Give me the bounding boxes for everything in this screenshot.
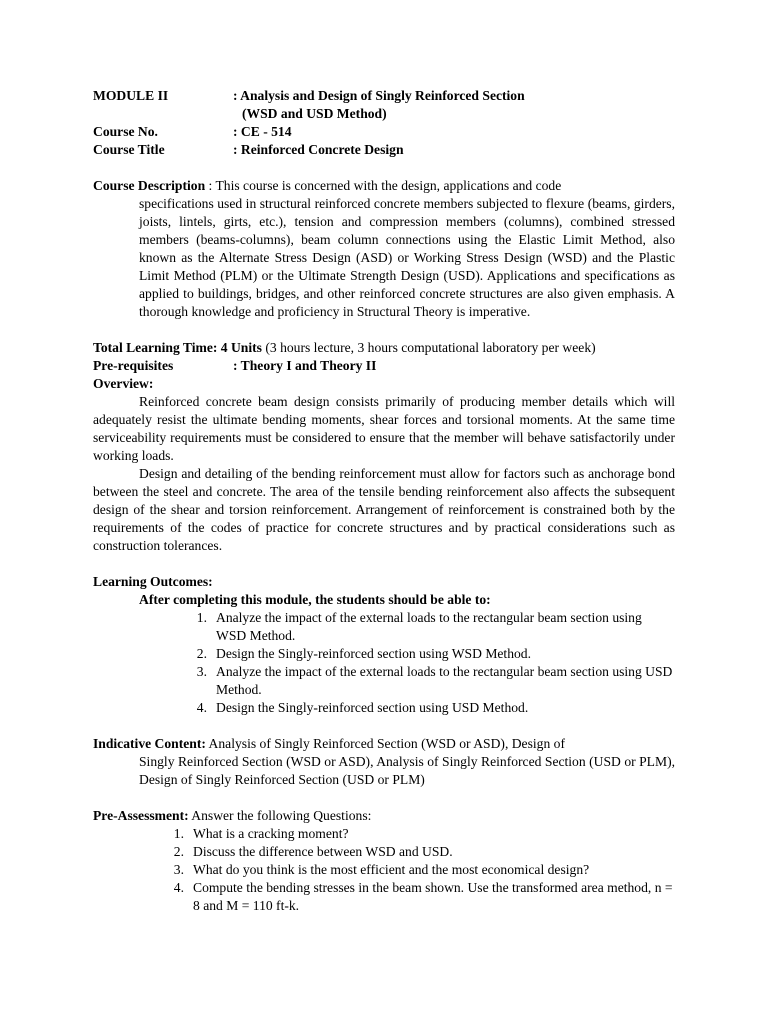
list-item: 3. What do you think is the most efficient and the most economical design? [173,862,590,877]
learning-time-label: Total Learning Time: 4 Units [93,340,262,355]
indicative-content-label: Indicative Content: [93,736,206,751]
document-page [93,87,675,915]
course-description-label: Course Description [93,178,206,193]
module-title: : Analysis and Design of Singly Reinforced Section [233,88,525,103]
course-description [93,177,675,321]
overview-paragraph-2: Design and detailing of the bending reinforcement must allow for factors such as anchorage bond between the steel and concrete. The area of the tensile bending reinforcement also affects the subsequent design of the shear and torsion reinforcement. Arrangement of reinforcement is constrained both by the requirements of the codes of practice for concrete structures and by practical considerations such as construction tolerances. [93,466,675,553]
pre-assessment [93,807,675,825]
list-item: 3. Analyze the impact of the external loads to the rectangular beam section using USD Method. [196,664,673,697]
indicative-content-text: Singly Reinforced Section (WSD or ASD), Analysis of Singly Reinforced Section (USD or PLM), Design of Singly Reinforced Section (USD or PLM) [139,754,675,787]
learning-time-detail: (3 hours lecture, 3 hours computational laboratory per week) [261,340,596,355]
course-title-label: Course Title [93,142,165,157]
module-subtitle: (WSD and USD Method) [242,106,387,121]
overview-paragraph-1: Reinforced concrete beam design consists primarily of producing member details which will adequately resist the ultimate bending moments, shear forces and torsional moments. At the same time serviceability requirements must be considered to ensure that the member will behave satisfactorily under working loads. [93,394,675,463]
list-item: 2. Discuss the difference between WSD and USD. [173,844,453,859]
list-item: 4. Design the Singly-reinforced section using USD Method. [196,700,529,715]
course-description-text: specifications used in structural reinforced concrete members subjected to flexure (beams, girders, joists, lintels, girts, etc.), tension and compression members (columns), combined stressed members (beams-columns), beam column connections using the Elastic Limit Method, also known as the Alternate Stress Design (ASD) or Working Stress Design (WSD) and the Plastic Limit Method (PLM) or the Ultimate Strength Design (USD). Applications and specifications as applied to buildings, bridges, and other reinforced concrete structures are also given emphasis. A thorough knowledge and proficiency in Structural Theory is imperative. [139,196,675,319]
overview-heading: Overview: [93,376,154,391]
learning-outcomes-intro: After completing this module, the students should be able to: [139,592,491,607]
course-no-value: : CE - 514 [233,124,292,139]
course-description-lead: : This course is concerned with the design, applications and code [205,178,562,193]
course-title-row [93,141,675,159]
module-label: MODULE II [93,88,169,103]
pre-assessment-list [160,825,675,915]
prerequisites-row [93,357,675,375]
indicative-content-lead: Analysis of Singly Reinforced Section (WSD or ASD), Design of [205,736,565,751]
list-item: 2. Design the Singly-reinforced section using WSD Method. [196,646,531,661]
course-title-value: : Reinforced Concrete Design [233,142,404,157]
list-item: 4. Compute the bending stresses in the beam shown. Use the transformed area method, n = 8 and M = 110 ft-k. [173,880,673,913]
module-subtitle-row [93,105,675,123]
module-row [93,87,675,105]
prerequisites-value: : Theory I and Theory II [233,358,377,373]
learning-time [93,339,675,357]
pre-assessment-lead: Answer the following Questions: [188,808,372,823]
list-item: 1. What is a cracking moment? [173,826,349,841]
course-no-row [93,123,675,141]
prerequisites-label: Pre-requisites [93,358,174,373]
learning-outcomes-list [183,609,675,717]
pre-assessment-label: Pre-Assessment: [93,808,189,823]
indicative-content [93,735,675,789]
course-no-label: Course No. [93,124,158,139]
list-item: 1. Analyze the impact of the external loads to the rectangular beam section using WSD Method. [196,610,642,643]
learning-outcomes-heading: Learning Outcomes: [93,574,213,589]
